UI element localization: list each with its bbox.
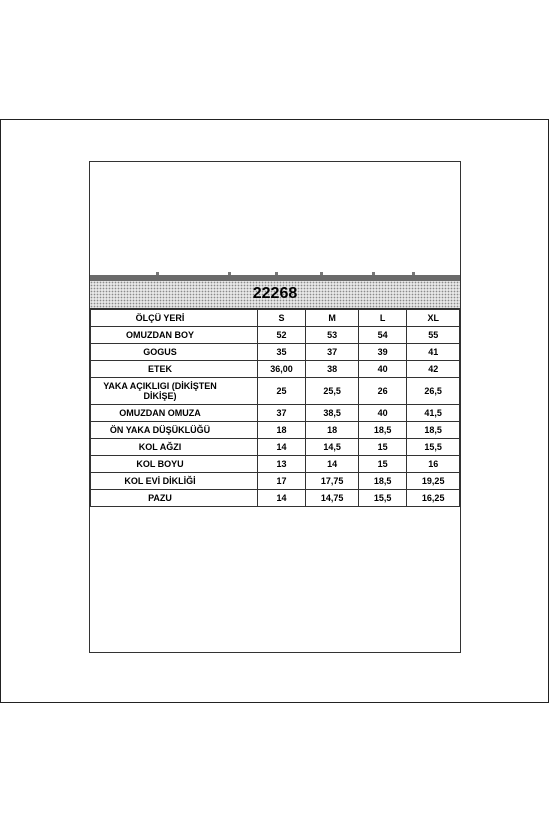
measurement-value: 18	[306, 422, 359, 439]
measurement-value: 25	[257, 378, 306, 405]
header-size-l: L	[358, 310, 407, 327]
table-row	[91, 456, 460, 473]
measurement-value: 39	[358, 344, 407, 361]
measurement-label: OMUZDAN OMUZA	[91, 405, 230, 422]
measurement-value: 42	[407, 361, 460, 378]
table-row	[91, 473, 460, 490]
measurement-value: 36,00	[257, 361, 306, 378]
measurement-value: 18,5	[407, 422, 460, 439]
measurement-value: 26,5	[407, 378, 460, 405]
spacer-cell	[229, 344, 257, 361]
table-row	[91, 439, 460, 456]
measurement-label: KOL BOYU	[91, 456, 230, 473]
table-row	[91, 327, 460, 344]
table-row	[91, 378, 460, 405]
measurement-value: 37	[306, 344, 359, 361]
measurement-value: 18,5	[358, 422, 407, 439]
measurement-value: 14	[306, 456, 359, 473]
spacer-cell	[229, 327, 257, 344]
spacer-cell	[229, 361, 257, 378]
measurement-value: 15,5	[407, 439, 460, 456]
header-size-s: S	[257, 310, 306, 327]
title-band	[90, 281, 460, 309]
measurement-value: 15,5	[358, 490, 407, 507]
table-header-row	[91, 310, 460, 327]
measurement-value: 18	[257, 422, 306, 439]
size-chart-table	[90, 309, 460, 507]
measurement-value: 55	[407, 327, 460, 344]
measurement-label: ETEK	[91, 361, 230, 378]
measurement-value: 52	[257, 327, 306, 344]
measurement-value: 14,75	[306, 490, 359, 507]
measurement-value: 35	[257, 344, 306, 361]
spacer-cell	[229, 456, 257, 473]
measurement-value: 17	[257, 473, 306, 490]
measurement-value: 41	[407, 344, 460, 361]
measurement-value: 54	[358, 327, 407, 344]
measurement-value: 13	[257, 456, 306, 473]
measurement-value: 53	[306, 327, 359, 344]
measurement-value: 14	[257, 439, 306, 456]
measurement-value: 38	[306, 361, 359, 378]
measurement-value: 15	[358, 456, 407, 473]
measurement-value: 16	[407, 456, 460, 473]
measurement-value: 40	[358, 361, 407, 378]
measurement-value: 25,5	[306, 378, 359, 405]
measurement-value: 17,75	[306, 473, 359, 490]
measurement-label: KOL AĞZI	[91, 439, 230, 456]
measurement-label: YAKA AÇIKLIGI (DİKİŞTEN DİKİŞE)	[91, 378, 230, 405]
measurement-label: PAZU	[91, 490, 230, 507]
table-row	[91, 490, 460, 507]
table-row	[91, 344, 460, 361]
spacer-cell	[229, 378, 257, 405]
measurement-label: ÖN YAKA DÜŞÜKLÜĞÜ	[91, 422, 230, 439]
header-size-m: M	[306, 310, 359, 327]
measurement-value: 40	[358, 405, 407, 422]
measurement-label: OMUZDAN BOY	[91, 327, 230, 344]
header-size-xl: XL	[407, 310, 460, 327]
spacer-cell	[229, 490, 257, 507]
measurement-value: 18,5	[358, 473, 407, 490]
header-measurement-label: ÖLÇÜ YERİ	[91, 310, 230, 327]
measurement-value: 16,25	[407, 490, 460, 507]
spacer-cell	[229, 422, 257, 439]
measurement-value: 37	[257, 405, 306, 422]
measurement-value: 38,5	[306, 405, 359, 422]
measurement-value: 26	[358, 378, 407, 405]
measurement-value: 19,25	[407, 473, 460, 490]
table-row	[91, 405, 460, 422]
measurement-label: KOL EVİ DİKLİĞİ	[91, 473, 230, 490]
spacer-cell	[229, 310, 257, 327]
spacer-cell	[229, 473, 257, 490]
measurement-value: 15	[358, 439, 407, 456]
measurement-label: GOGUS	[91, 344, 230, 361]
table-row	[91, 361, 460, 378]
spacer-cell	[229, 405, 257, 422]
table-row	[91, 422, 460, 439]
document-title: 22268	[252, 285, 298, 302]
measurement-value: 14,5	[306, 439, 359, 456]
spacer-cell	[229, 439, 257, 456]
measurement-value: 14	[257, 490, 306, 507]
measurement-value: 41,5	[407, 405, 460, 422]
